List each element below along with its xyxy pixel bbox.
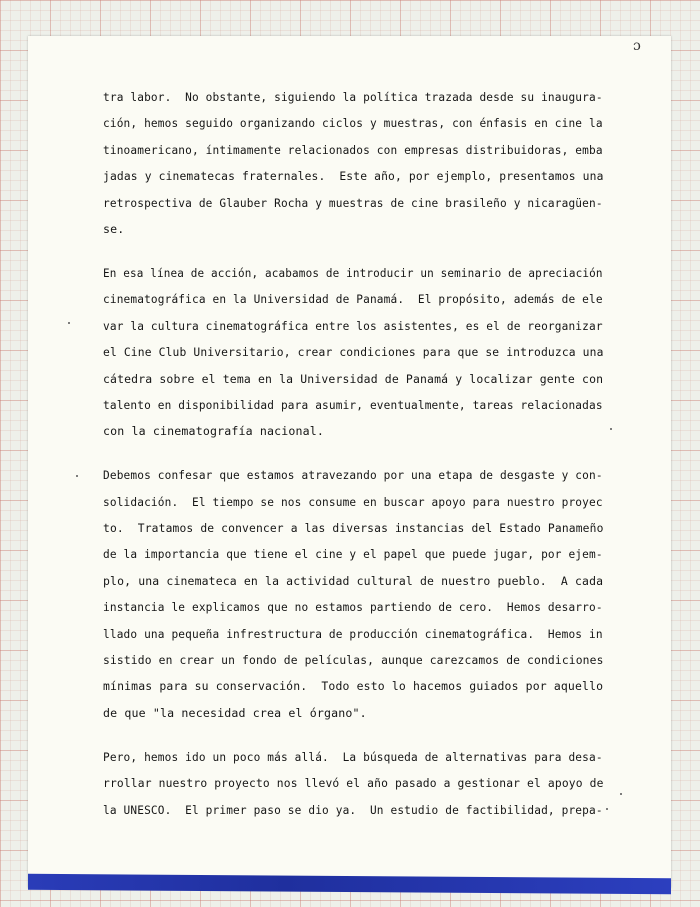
text-line: cátedra sobre el tema en la Universidad de Panamá y localizar gente con: [103, 371, 604, 386]
text-line: Debemos confesar que estamos atravezando por una etapa de desgaste y con-: [103, 468, 603, 483]
text-line: talento en disponibilidad para asumir, eventualmente, tareas relacionadas: [103, 397, 603, 412]
text-line: plo, una cinemateca en la actividad cultural de nuestro pueblo. A cada: [103, 573, 604, 588]
text-line: sistido en crear un fondo de películas, aunque carezcamos de condiciones: [103, 653, 604, 667]
paper-speck: [620, 793, 622, 795]
paragraph-3: [103, 462, 603, 726]
paper-speck: [606, 808, 608, 810]
text-line: to. Tratamos de convencer a las diversas instancias del Estado Panameño: [103, 521, 604, 536]
text-line: En esa línea de acción, acabamos de introducir un seminario de apreciación: [103, 265, 603, 280]
text-line: llado una pequeña infrestructura de producción cinematográfica. Hemos in: [103, 626, 603, 641]
text-line: retrospectiva de Glauber Rocha y muestras de cine brasileño y nicaragüen-: [103, 195, 603, 210]
text-line: de que "la necesidad crea el órgano".: [103, 705, 367, 720]
blue-backing-edge: [28, 874, 671, 894]
paragraph-1: [103, 84, 603, 242]
text-line: cinematográfica en la Universidad de Panamá. El propósito, además de ele: [103, 292, 603, 307]
handwritten-page-mark: ɔ: [633, 38, 641, 54]
text-line: de la importancia que tiene el cine y el papel que puede jugar, por ejem-: [103, 547, 603, 562]
text-line: var la cultura cinematográfica entre los asistentes, es el de reorganizar: [103, 318, 603, 333]
text-line: ción, hemos seguido organizando ciclos y muestras, con énfasis en cine la: [103, 116, 603, 131]
paper-speck: [76, 475, 78, 477]
paper-speck: [68, 322, 70, 324]
text-line: con la cinematografía nacional.: [103, 424, 325, 439]
text-line: solidación. El tiempo se nos consume en buscar apoyo para nuestro proyec: [103, 494, 603, 509]
text-line: instancia le explicamos que no estamos partiendo de cero. Hemos desarro-: [103, 600, 603, 615]
text-line: jadas y cinematecas fraternales. Este año, por ejemplo, presentamos una: [103, 169, 604, 184]
text-line: rrollar nuestro proyecto nos llevó el año pasado a gestionar el apoyo de: [103, 776, 604, 791]
paragraph-4: [103, 744, 603, 823]
text-line: la UNESCO. El primer paso se dio ya. Un estudio de factibilidad, prepa-: [103, 802, 603, 817]
text-line: el Cine Club Universitario, crear condiciones para que se introduzca una: [103, 345, 604, 360]
document-body: [103, 84, 603, 823]
text-line: tra labor. No obstante, siguiendo la política trazada desde su inaugura-: [103, 90, 603, 104]
paper-speck: [610, 428, 612, 430]
text-line: se.: [103, 221, 125, 236]
text-line: mínimas para su conservación. Todo esto lo hacemos guiados por aquello: [103, 679, 604, 694]
paragraph-2: [103, 260, 603, 445]
text-line: tinoamericano, íntimamente relacionados con empresas distribuidoras, emba: [103, 142, 603, 157]
text-line: Pero, hemos ido un poco más allá. La búsqueda de alternativas para desa-: [103, 749, 603, 764]
